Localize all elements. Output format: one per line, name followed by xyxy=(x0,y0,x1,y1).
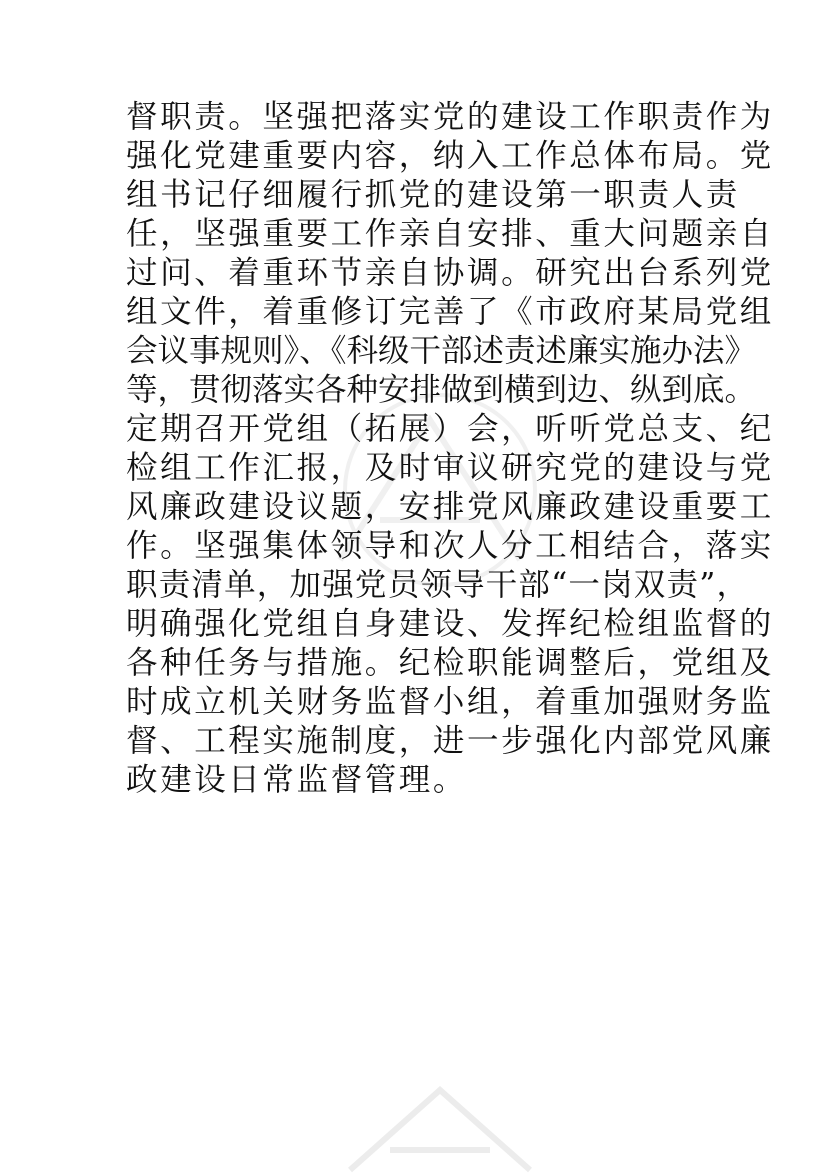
watermark-stamp-bottom xyxy=(330,1080,550,1174)
text-line: 组书记仔细履行抓党的建设第一职责人责 xyxy=(126,177,740,213)
text-line: 作。坚强集体领导和次人分工相结合，落实 xyxy=(126,528,774,564)
text-line: 检组工作汇报，及时审议研究党的建设与党 xyxy=(126,450,774,486)
text-line: 会议事规则》、《科级干部述责述廉实施办法》 xyxy=(126,333,757,369)
text-line: 督、工程实施制度，进一步强化内部党风廉 xyxy=(126,723,774,759)
text-line: 各种任务与措施。纪检职能调整后，党组及 xyxy=(126,645,774,681)
text-line: 过问、着重环节亲自协调。研究出台系列党 xyxy=(126,255,774,291)
text-line: 职责清单，加强党员领导干部“一岗双责”， xyxy=(126,567,750,603)
text-line: 等，贯彻落实各种安排做到横到边、纵到底。 xyxy=(126,372,757,408)
text-line: 时成立机关财务监督小组，着重加强财务监 xyxy=(126,684,774,720)
text-line: 明确强化党组自身建设、发挥纪检组监督的 xyxy=(126,606,774,642)
body-text xyxy=(126,98,774,800)
text-line: 组文件，着重修订完善了《市政府某局党组 xyxy=(126,294,774,330)
text-line: 定期召开党组（拓展）会，听听党总支、纪 xyxy=(126,411,774,447)
text-line: 政建设日常监督管理。 xyxy=(126,762,468,798)
text-line: 任，坚强重要工作亲自安排、重大问题亲自 xyxy=(126,216,774,252)
text-line: 强化党建重要内容，纳入工作总体布局。党 xyxy=(126,138,774,174)
text-line: 风廉政建设议题，安排党风廉政建设重要工 xyxy=(126,489,774,525)
text-line: 督职责。坚强把落实党的建设工作职责作为 xyxy=(126,99,774,135)
